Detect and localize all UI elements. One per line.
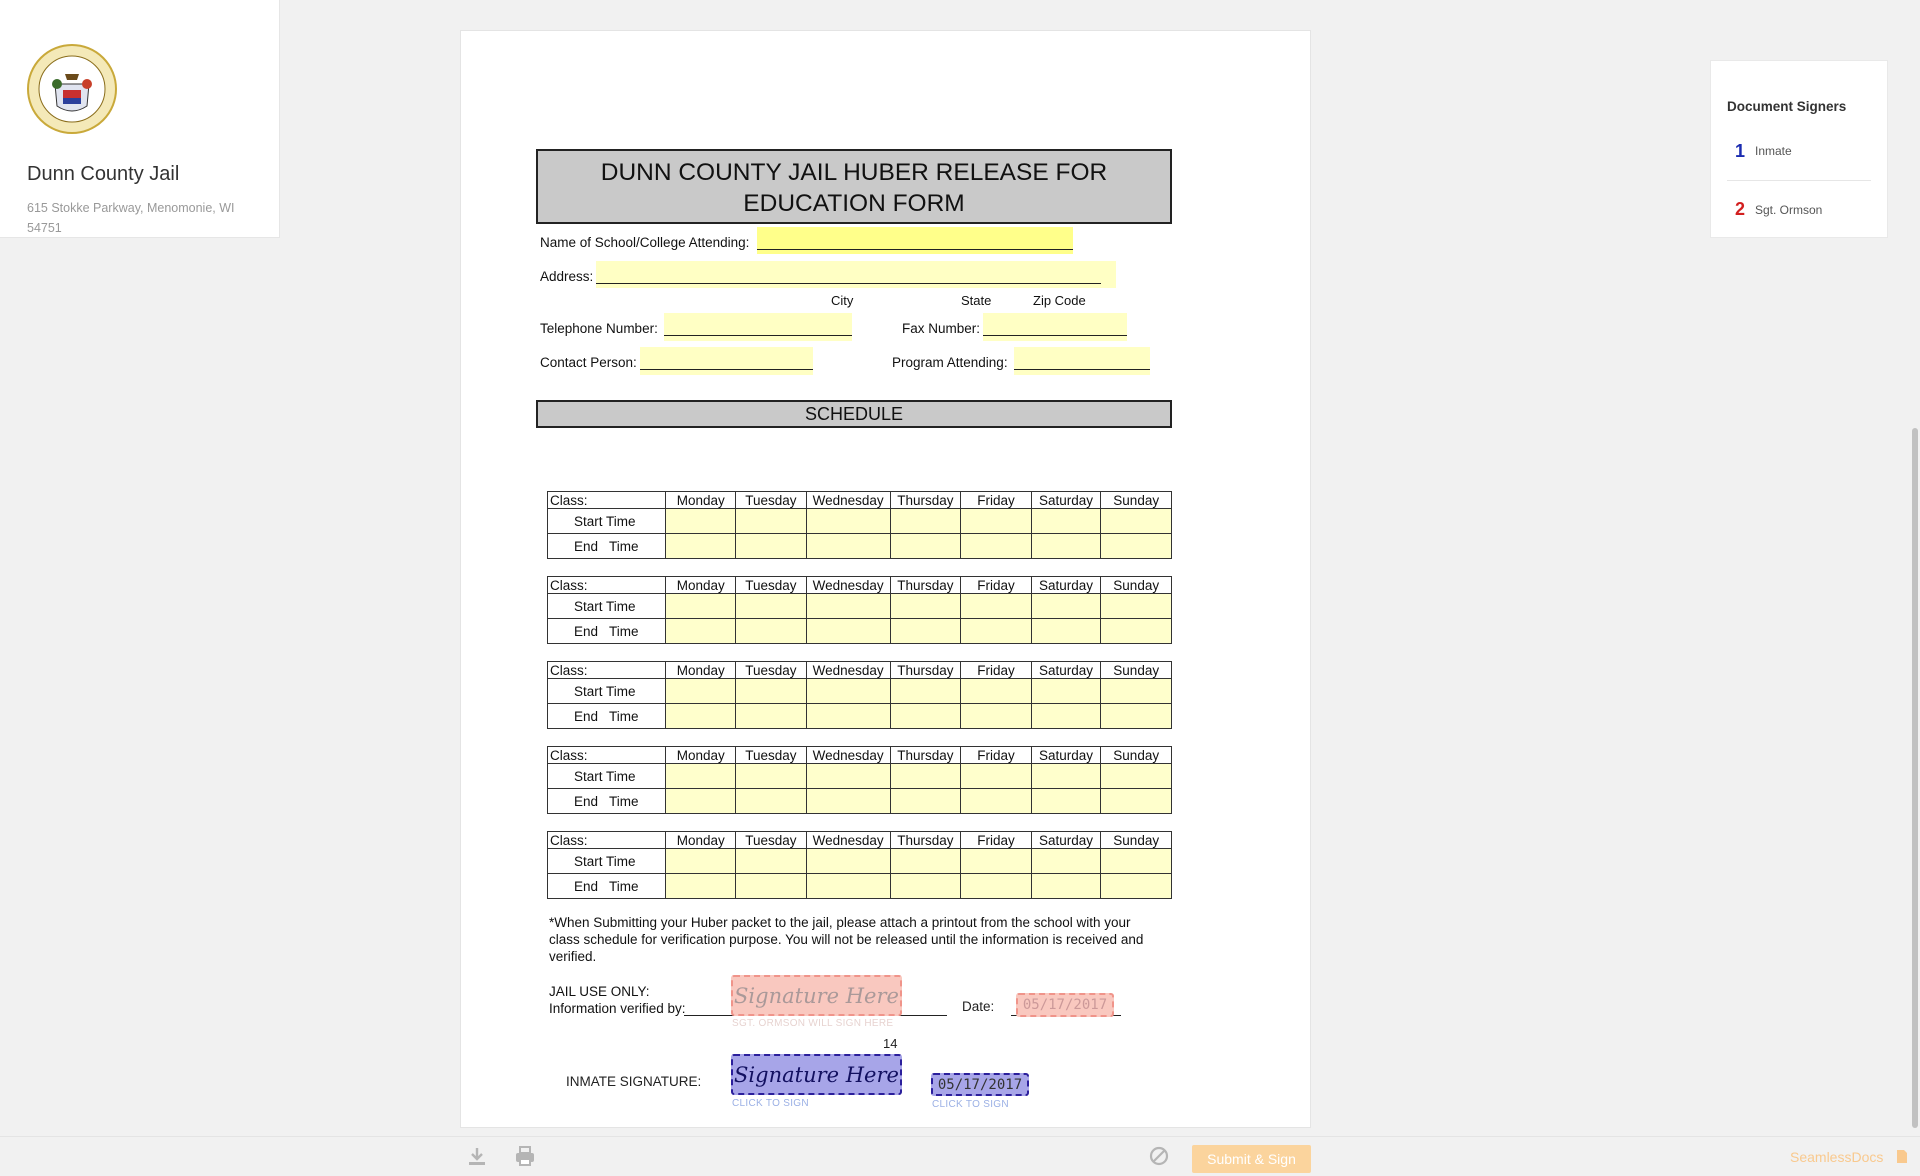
inmate-signature-label: INMATE SIGNATURE: bbox=[566, 1074, 702, 1089]
time-input-cell[interactable] bbox=[1101, 594, 1172, 619]
schedule-header: SCHEDULE bbox=[536, 400, 1172, 428]
start-time-label: Start Time bbox=[548, 509, 666, 534]
time-input-cell[interactable] bbox=[890, 849, 961, 874]
jail-use-label: JAIL USE ONLY: bbox=[549, 984, 650, 999]
inmate-click-to-sign: CLICK TO SIGN bbox=[732, 1098, 809, 1109]
time-input-cell[interactable] bbox=[961, 849, 1031, 874]
time-input-cell[interactable] bbox=[666, 509, 736, 534]
time-input-cell[interactable] bbox=[890, 764, 961, 789]
program-label: Program Attending: bbox=[892, 355, 1008, 370]
day-header: Sunday bbox=[1101, 832, 1172, 849]
time-input-cell[interactable] bbox=[806, 619, 890, 644]
jail-use-block bbox=[549, 983, 686, 1017]
time-input-cell[interactable] bbox=[890, 704, 961, 729]
time-input-cell[interactable] bbox=[890, 789, 961, 814]
inmate-date-click-to-sign: CLICK TO SIGN bbox=[932, 1099, 1009, 1110]
class-label: Class: bbox=[548, 492, 666, 509]
day-header: Wednesday bbox=[806, 662, 890, 679]
telephone-underline bbox=[664, 335, 852, 336]
contact-input[interactable] bbox=[640, 347, 813, 375]
document-icon bbox=[1896, 1149, 1908, 1164]
bottom-toolbar bbox=[0, 1136, 1920, 1176]
time-input-cell[interactable] bbox=[806, 849, 890, 874]
day-header: Tuesday bbox=[736, 577, 807, 594]
time-input-cell[interactable] bbox=[1101, 764, 1172, 789]
form-title: DUNN COUNTY JAIL HUBER RELEASE FOR EDUCATION FORM bbox=[536, 149, 1172, 224]
class-schedule-table bbox=[547, 491, 1172, 559]
start-time-label: Start Time bbox=[548, 679, 666, 704]
time-input-cell[interactable] bbox=[961, 594, 1031, 619]
day-header: Wednesday bbox=[806, 832, 890, 849]
time-input-cell[interactable] bbox=[961, 509, 1031, 534]
time-input-cell[interactable] bbox=[806, 534, 890, 559]
time-input-cell[interactable] bbox=[961, 874, 1031, 899]
time-input-cell[interactable] bbox=[890, 619, 961, 644]
time-input-cell[interactable] bbox=[666, 679, 736, 704]
phone-row bbox=[536, 310, 1172, 344]
time-input-cell[interactable] bbox=[961, 534, 1031, 559]
submit-sign-button[interactable]: Submit & Sign bbox=[1192, 1145, 1311, 1173]
time-input-cell[interactable] bbox=[890, 509, 961, 534]
time-input-cell[interactable] bbox=[1031, 874, 1101, 899]
address-label: Address: bbox=[540, 269, 594, 284]
class-schedule-table bbox=[547, 831, 1172, 899]
fax-underline bbox=[983, 335, 1127, 336]
org-address: 615 Stokke Parkway, Menomonie, WI 54751 bbox=[27, 201, 235, 235]
day-header: Thursday bbox=[890, 492, 961, 509]
day-header: Wednesday bbox=[806, 747, 890, 764]
time-input-cell[interactable] bbox=[666, 619, 736, 644]
time-input-cell[interactable] bbox=[666, 764, 736, 789]
time-input-cell[interactable] bbox=[666, 789, 736, 814]
time-input-cell[interactable] bbox=[666, 874, 736, 899]
officer-sign-hint: SGT. ORMSON WILL SIGN HERE bbox=[732, 1018, 894, 1029]
table-row bbox=[548, 789, 1172, 814]
document-signers-panel bbox=[1710, 60, 1888, 238]
time-input-cell[interactable] bbox=[806, 764, 890, 789]
print-icon[interactable] bbox=[512, 1143, 538, 1169]
inmate-signature-field[interactable]: Signature Here bbox=[731, 1054, 902, 1095]
day-header: Wednesday bbox=[806, 577, 890, 594]
day-header: Friday bbox=[961, 492, 1031, 509]
class-schedule-table bbox=[547, 576, 1172, 644]
time-input-cell[interactable] bbox=[806, 704, 890, 729]
day-header: Saturday bbox=[1031, 832, 1101, 849]
day-header: Monday bbox=[666, 492, 736, 509]
verified-label: Information verified by: bbox=[549, 1001, 686, 1016]
time-input-cell[interactable] bbox=[736, 789, 807, 814]
program-underline bbox=[1014, 369, 1150, 370]
day-header: Sunday bbox=[1101, 662, 1172, 679]
signer-name: Inmate bbox=[1755, 144, 1792, 158]
signer-sgt-ormson[interactable] bbox=[1727, 180, 1871, 228]
day-header: Saturday bbox=[1031, 492, 1101, 509]
time-input-cell[interactable] bbox=[890, 679, 961, 704]
table-row bbox=[548, 509, 1172, 534]
program-input[interactable] bbox=[1014, 347, 1150, 375]
time-input-cell[interactable] bbox=[806, 789, 890, 814]
time-input-cell[interactable] bbox=[1031, 619, 1101, 644]
time-input-cell[interactable] bbox=[806, 509, 890, 534]
fax-label: Fax Number: bbox=[902, 321, 981, 336]
class-label: Class: bbox=[548, 747, 666, 764]
time-input-cell[interactable] bbox=[961, 764, 1031, 789]
time-input-cell[interactable] bbox=[1101, 874, 1172, 899]
telephone-input[interactable] bbox=[664, 313, 852, 341]
class-schedule-table bbox=[547, 746, 1172, 814]
time-input-cell[interactable] bbox=[1101, 849, 1172, 874]
day-header: Sunday bbox=[1101, 492, 1172, 509]
class-label: Class: bbox=[548, 832, 666, 849]
signer-inmate[interactable] bbox=[1727, 132, 1871, 170]
end-time-label: End Time bbox=[548, 789, 666, 814]
date-label: Date: bbox=[962, 999, 995, 1014]
day-header: Tuesday bbox=[736, 832, 807, 849]
start-time-label: Start Time bbox=[548, 594, 666, 619]
table-row bbox=[548, 764, 1172, 789]
day-header: Friday bbox=[961, 577, 1031, 594]
decline-icon[interactable] bbox=[1146, 1143, 1172, 1169]
class-schedule-table bbox=[547, 661, 1172, 729]
time-input-cell[interactable] bbox=[666, 849, 736, 874]
table-header-row bbox=[548, 492, 1172, 509]
table-row bbox=[548, 534, 1172, 559]
time-input-cell[interactable] bbox=[1031, 509, 1101, 534]
signer-number: 2 bbox=[1734, 199, 1745, 219]
time-input-cell[interactable] bbox=[736, 534, 807, 559]
document-page bbox=[460, 30, 1311, 1128]
table-row bbox=[548, 679, 1172, 704]
day-header: Tuesday bbox=[736, 747, 807, 764]
officer-date-field[interactable]: 05/17/2017 bbox=[1016, 993, 1114, 1017]
day-header: Sunday bbox=[1101, 747, 1172, 764]
time-input-cell[interactable] bbox=[736, 619, 807, 644]
officer-signature-field[interactable]: Signature Here bbox=[731, 975, 902, 1016]
time-input-cell[interactable] bbox=[736, 704, 807, 729]
time-input-cell[interactable] bbox=[890, 534, 961, 559]
telephone-label: Telephone Number: bbox=[540, 321, 658, 336]
day-header: Monday bbox=[666, 662, 736, 679]
time-input-cell[interactable] bbox=[890, 594, 961, 619]
table-header-row bbox=[548, 577, 1172, 594]
time-input-cell[interactable] bbox=[961, 619, 1031, 644]
contact-underline bbox=[640, 369, 813, 370]
fax-input[interactable] bbox=[983, 313, 1127, 341]
time-input-cell[interactable] bbox=[666, 704, 736, 729]
contact-row bbox=[536, 344, 1172, 378]
scrollbar-thumb[interactable] bbox=[1912, 428, 1918, 1128]
day-header: Monday bbox=[666, 577, 736, 594]
time-input-cell[interactable] bbox=[666, 594, 736, 619]
start-time-label: Start Time bbox=[548, 764, 666, 789]
address-underline bbox=[596, 283, 1101, 284]
county-seal-icon bbox=[27, 44, 117, 134]
time-input-cell[interactable] bbox=[1031, 679, 1101, 704]
zip-label: Zip Code bbox=[1033, 293, 1086, 308]
time-input-cell[interactable] bbox=[1031, 534, 1101, 559]
time-input-cell[interactable] bbox=[1101, 534, 1172, 559]
table-row bbox=[548, 704, 1172, 729]
time-input-cell[interactable] bbox=[736, 509, 807, 534]
signer-number: 1 bbox=[1734, 140, 1745, 161]
time-input-cell[interactable] bbox=[806, 874, 890, 899]
time-input-cell[interactable] bbox=[736, 679, 807, 704]
download-icon[interactable] bbox=[464, 1143, 490, 1169]
time-input-cell[interactable] bbox=[1101, 704, 1172, 729]
table-row bbox=[548, 849, 1172, 874]
time-input-cell[interactable] bbox=[961, 704, 1031, 729]
day-header: Tuesday bbox=[736, 662, 807, 679]
day-header: Saturday bbox=[1031, 747, 1101, 764]
time-input-cell[interactable] bbox=[736, 764, 807, 789]
day-header: Saturday bbox=[1031, 662, 1101, 679]
day-header: Saturday bbox=[1031, 577, 1101, 594]
inmate-date-field[interactable]: 05/17/2017 bbox=[931, 1073, 1029, 1096]
day-header: Tuesday bbox=[736, 492, 807, 509]
brand-link[interactable]: SeamlessDocs bbox=[1790, 1149, 1884, 1165]
class-label: Class: bbox=[548, 662, 666, 679]
time-input-cell[interactable] bbox=[1031, 704, 1101, 729]
end-time-label: End Time bbox=[548, 704, 666, 729]
school-underline bbox=[757, 249, 1073, 250]
time-input-cell[interactable] bbox=[1031, 789, 1101, 814]
time-input-cell[interactable] bbox=[1031, 764, 1101, 789]
end-time-label: End Time bbox=[548, 534, 666, 559]
start-time-label: Start Time bbox=[548, 849, 666, 874]
table-header-row bbox=[548, 747, 1172, 764]
city-label: City bbox=[831, 293, 854, 308]
submission-note: *When Submitting your Huber packet to the jail, please attach a printout from the school with your class schedule for verification purpose. You will not be released until the information is received and verified. bbox=[549, 915, 1144, 964]
table-row bbox=[548, 619, 1172, 644]
time-input-cell[interactable] bbox=[666, 534, 736, 559]
signer-name: Sgt. Ormson bbox=[1755, 202, 1823, 217]
table-row bbox=[548, 874, 1172, 899]
address-sublabels bbox=[536, 292, 1172, 310]
time-input-cell[interactable] bbox=[806, 594, 890, 619]
signers-title: Document Signers bbox=[1727, 99, 1847, 114]
time-input-cell[interactable] bbox=[961, 679, 1031, 704]
day-header: Monday bbox=[666, 747, 736, 764]
org-name: Dunn County Jail bbox=[27, 163, 180, 185]
day-header: Friday bbox=[961, 832, 1031, 849]
time-input-cell[interactable] bbox=[1101, 789, 1172, 814]
time-input-cell[interactable] bbox=[736, 849, 807, 874]
address-row bbox=[536, 258, 1172, 292]
page-number: 14 bbox=[883, 1036, 898, 1051]
table-header-row bbox=[548, 662, 1172, 679]
contact-label: Contact Person: bbox=[540, 355, 637, 370]
huber-form bbox=[536, 149, 1172, 1110]
time-input-cell[interactable] bbox=[1031, 594, 1101, 619]
table-header-row bbox=[548, 832, 1172, 849]
time-input-cell[interactable] bbox=[736, 874, 807, 899]
day-header: Sunday bbox=[1101, 577, 1172, 594]
day-header: Thursday bbox=[890, 747, 961, 764]
day-header: Thursday bbox=[890, 662, 961, 679]
time-input-cell[interactable] bbox=[1101, 509, 1172, 534]
table-row bbox=[548, 594, 1172, 619]
end-time-label: End Time bbox=[548, 874, 666, 899]
org-panel bbox=[0, 0, 280, 238]
day-header: Wednesday bbox=[806, 492, 890, 509]
school-row bbox=[536, 224, 1172, 258]
day-header: Friday bbox=[961, 662, 1031, 679]
time-input-cell[interactable] bbox=[1031, 849, 1101, 874]
time-input-cell[interactable] bbox=[1101, 619, 1172, 644]
class-label: Class: bbox=[548, 577, 666, 594]
time-input-cell[interactable] bbox=[890, 874, 961, 899]
time-input-cell[interactable] bbox=[806, 679, 890, 704]
day-header: Thursday bbox=[890, 577, 961, 594]
time-input-cell[interactable] bbox=[736, 594, 807, 619]
day-header: Monday bbox=[666, 832, 736, 849]
time-input-cell[interactable] bbox=[1101, 679, 1172, 704]
end-time-label: End Time bbox=[548, 619, 666, 644]
day-header: Thursday bbox=[890, 832, 961, 849]
state-label: State bbox=[961, 293, 992, 308]
school-label: Name of School/College Attending: bbox=[540, 235, 750, 250]
day-header: Friday bbox=[961, 747, 1031, 764]
time-input-cell[interactable] bbox=[961, 789, 1031, 814]
